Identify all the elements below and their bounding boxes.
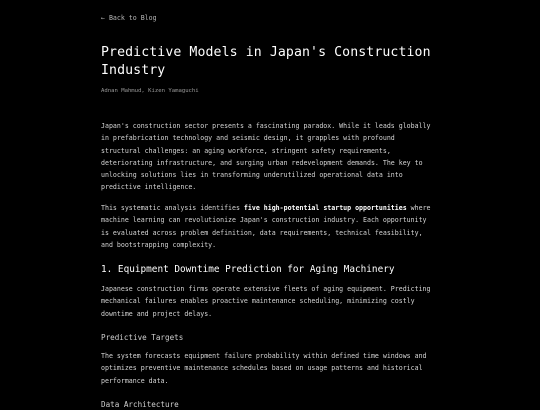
article-title-line: Predictive Models in Japan's Construction bbox=[101, 45, 431, 60]
paragraph-line: machine learning can revolutionize Japan's construction industry. Each opportunity bbox=[101, 216, 427, 225]
paragraph-line: The system forecasts equipment failure probability within defined time windows and bbox=[101, 352, 427, 360]
paragraph-line: mechanical failures enables proactive maintenance scheduling, minimizing costly bbox=[101, 297, 415, 306]
subheading-data-architecture: Data Architecture bbox=[101, 400, 179, 409]
paragraph-line: structural challenges: an aging workforce, stringent safety requirements, bbox=[101, 146, 391, 155]
article-title-line: Industry bbox=[101, 63, 166, 78]
paragraph-line: optimizes preventive maintenance schedules based on usage patterns and historical bbox=[101, 364, 423, 373]
paragraph-line: Japan's construction sector presents a fascinating paradox. While it leads globally bbox=[101, 122, 431, 130]
article-title bbox=[101, 44, 441, 80]
section-heading: 1. Equipment Downtime Prediction for Aging Machinery bbox=[101, 264, 395, 275]
intro-paragraph bbox=[101, 120, 441, 194]
section-body-paragraph bbox=[101, 283, 441, 320]
analysis-text-end: where bbox=[406, 204, 431, 212]
paragraph-line bbox=[101, 202, 441, 214]
paragraph-line: deteriorating infrastructure, and surging urban redevelopment demands. The key to bbox=[101, 158, 423, 167]
back-to-blog-link[interactable]: ← Back to Blog bbox=[101, 14, 157, 22]
paragraph-line: downtime and project delays. bbox=[101, 309, 213, 318]
paragraph-line: unlocking solutions lies in transforming underutilized operational data into bbox=[101, 171, 403, 180]
paragraph-line: predictive intelligence. bbox=[101, 183, 197, 192]
paragraph-line: performance data. bbox=[101, 376, 169, 385]
analysis-highlight: five high-potential startup opportunities bbox=[243, 204, 407, 212]
analysis-paragraph bbox=[101, 202, 441, 251]
paragraph-line: in prefabrication technology and seismic design, it grapples with profound bbox=[101, 134, 395, 143]
article-authors: Adnan Mahmud, Kizen Yamaguchi bbox=[101, 88, 199, 94]
subheading-predictive-targets: Predictive Targets bbox=[101, 333, 184, 342]
paragraph-line: is evaluated across problem definition, data requirements, technical feasibility, bbox=[101, 228, 423, 237]
paragraph-line: and bootstrapping complexity. bbox=[101, 240, 217, 249]
targets-paragraph bbox=[101, 350, 441, 387]
paragraph-line: Japanese construction firms operate extensive fleets of aging equipment. Predicting bbox=[101, 285, 431, 293]
analysis-text-start: This systematic analysis identifies bbox=[101, 204, 244, 212]
